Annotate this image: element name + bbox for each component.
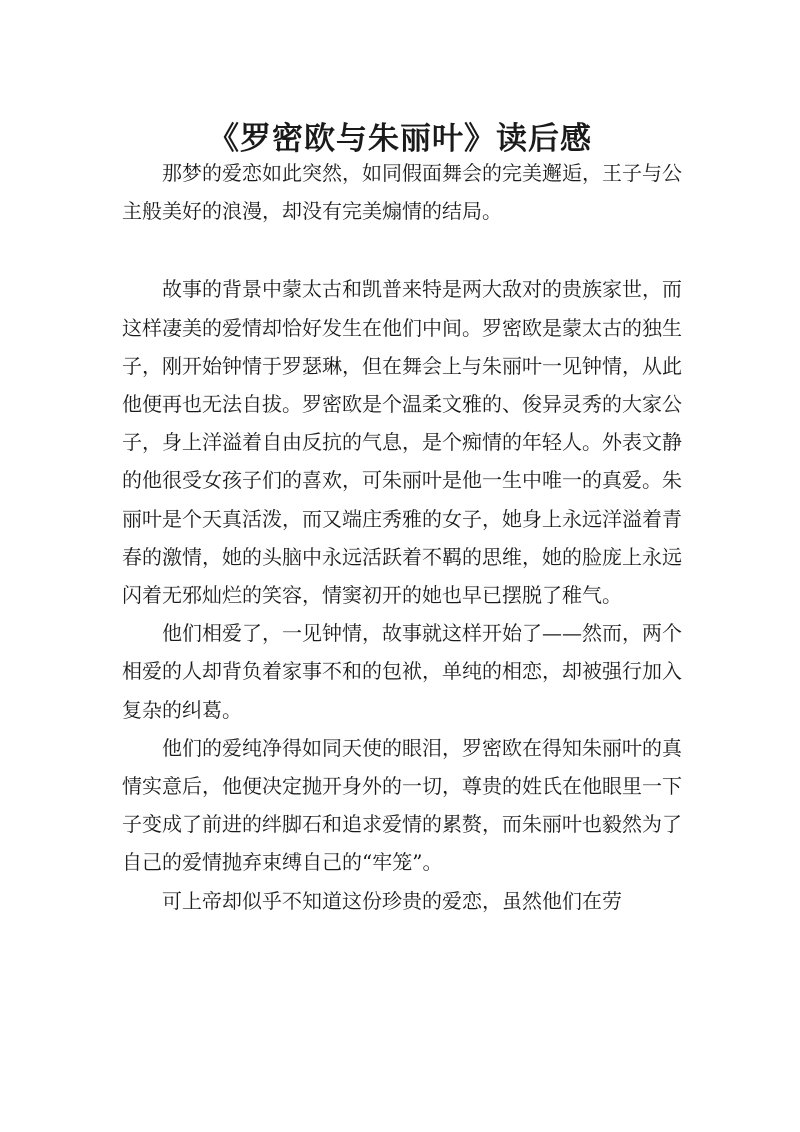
paragraph-spacer [122,230,682,270]
document-title: 《罗密欧与朱丽叶》读后感 [208,120,592,157]
paragraph-3: 他们相爱了，一见钟情，故事就这样开始了——然而，两个相爱的人却背负着家事不和的包袱，单纯的相恋，却被强行加入复杂的纠葛。 [122,621,682,722]
paragraph-2: 故事的背景中蒙太古和凯普来特是两大敌对的贵族家世，而这样凄美的爱情却恰好发生在他们中间。罗密欧是蒙太古的独生子，刚开始钟情于罗瑟琳，但在舞会上与朱丽叶一见钟情，从此他便再也无法自拔。罗密欧是个温柔文雅的、俊异灵秀的大家公子，身上洋溢着自由反抗的气息，是个痴情的年轻人。外表文静的他很受女孩子们的喜欢，可朱丽叶是他一生中唯一的真爱。朱丽叶是个天真活泼，而又端庄秀雅的女子，她身上永远洋溢着青春的激情，她的头脑中永远活跃着不羁的思维，她的脸庞上永远闪着无邪灿烂的笑容，情窦初开的她也早已摆脱了稚气。 [122,277,682,608]
paragraph-1: 那梦的爱恋如此突然，如同假面舞会的完美邂逅，王子与公主般美好的浪漫，却没有完美煽情的结局。 [122,161,682,224]
paragraph-4: 他们的爱纯净得如同天使的眼泪，罗密欧在得知朱丽叶的真情实意后，他便决定抛开身外的一切，尊贵的姓氏在他眼里一下子变成了前进的绊脚石和追求爱情的累赘，而朱丽叶也毅然为了自己的爱情抛弃束缚自己的“牢笼”。 [122,735,682,875]
paragraph-5: 可上帝却似乎不知道这份珍贵的爱恋，虽然他们在劳 [162,888,622,913]
document-body [122,154,682,920]
